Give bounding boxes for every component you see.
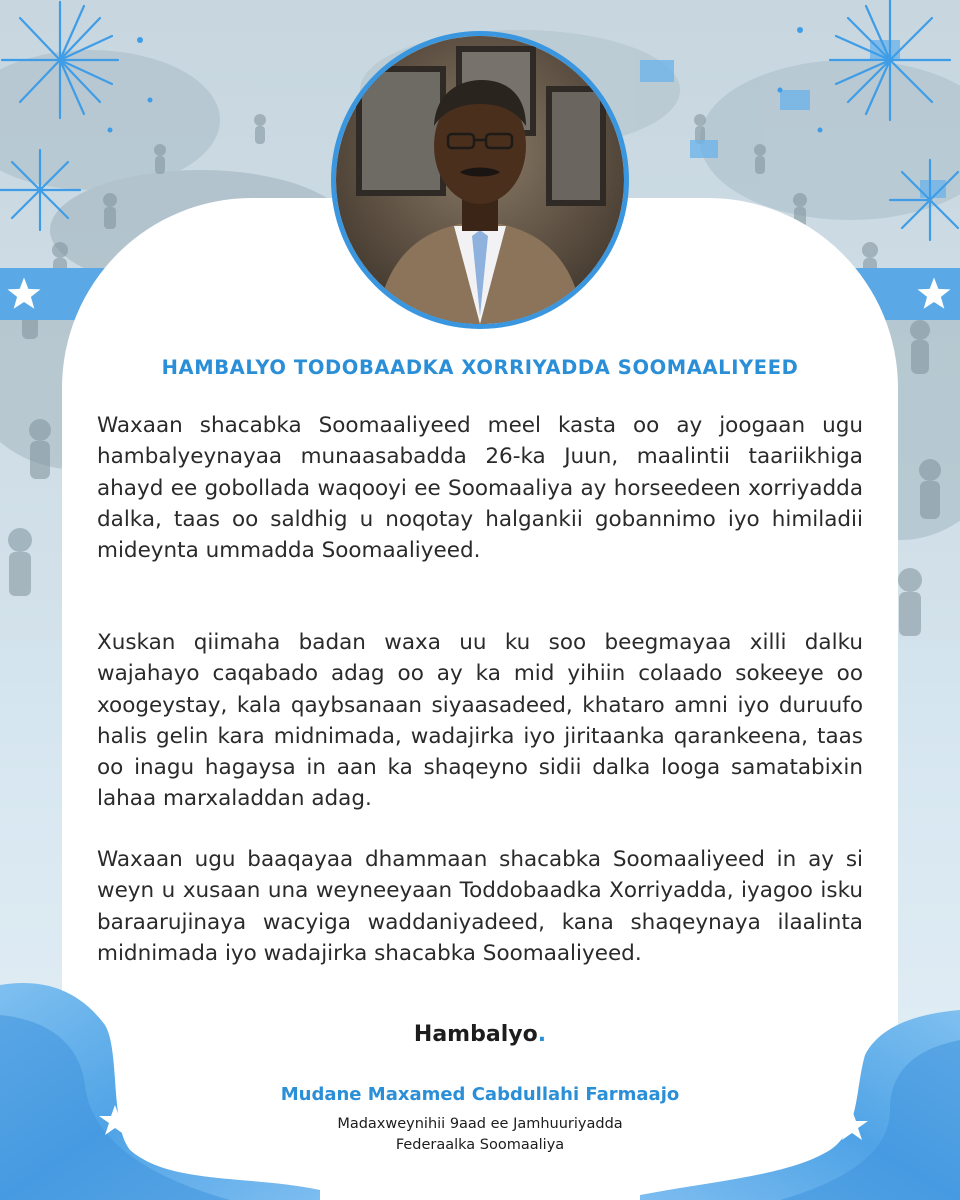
star-icon (916, 276, 952, 312)
message-paragraph-3: Waxaan ugu baaqayaa dhammaan shacabka Soomaaliyeed in ay si weyn u xusaan una weyneeyaan Toddobaadka Xorriyadda, iyagoo isku baraarujinaya wacyiga waddaniyadeed, kana shaqeynaya ilaalinta midnimada iyo wadajirka shacabka Soomaaliyeed. (97, 847, 863, 966)
signer-role-line1: Madaxweynihii 9aad ee Jamhuuriyadda (337, 1116, 623, 1132)
closing-dot: . (537, 1022, 547, 1047)
page-title: HAMBALYO TODOBAADKA XORRIYADDA SOOMAALIYEED (161, 356, 799, 379)
signer-name: Mudane Maxamed Cabdullahi Farmaajo (280, 1084, 680, 1105)
signer-role-line2: Federaalka Soomaaliya (395, 1137, 565, 1153)
message-paragraph-2: Xuskan qiimaha badan waxa uu ku soo beegmayaa xilli dalku wajahayo caqabado adag oo ay ka mid yihiin colaado sokeeye oo xoogeystay, kala qaybsanaan siyaasadeed, khataro amni iyo duruufo halis gelin kara midnimada, wadajirka iyo jiritaanka qarankeena, taas oo inagu hagaysa in aan ka shaqeyno sidii dalka looga samatabixin lahaa marxaladdan adag. (97, 630, 863, 812)
closing-word: Hambalyo (413, 1022, 538, 1047)
portrait-photo (331, 31, 629, 329)
closing-greeting (62, 1022, 898, 1047)
star-icon (6, 276, 42, 312)
message-paragraph-1: Waxaan shacabka Soomaaliyeed meel kasta oo ay joogaan ugu hambalyeynayaa munaasabadda 26-ka Juun, maalintii taariikhiga ahayd ee gobollada waqooyi ee Soomaaliya ay horseedeen xorriyadda dalka, taas oo saldhig u noqotay halgankii gobannimo iyo himiladii mideynta ummadda Soomaaliyeed. (97, 413, 863, 564)
